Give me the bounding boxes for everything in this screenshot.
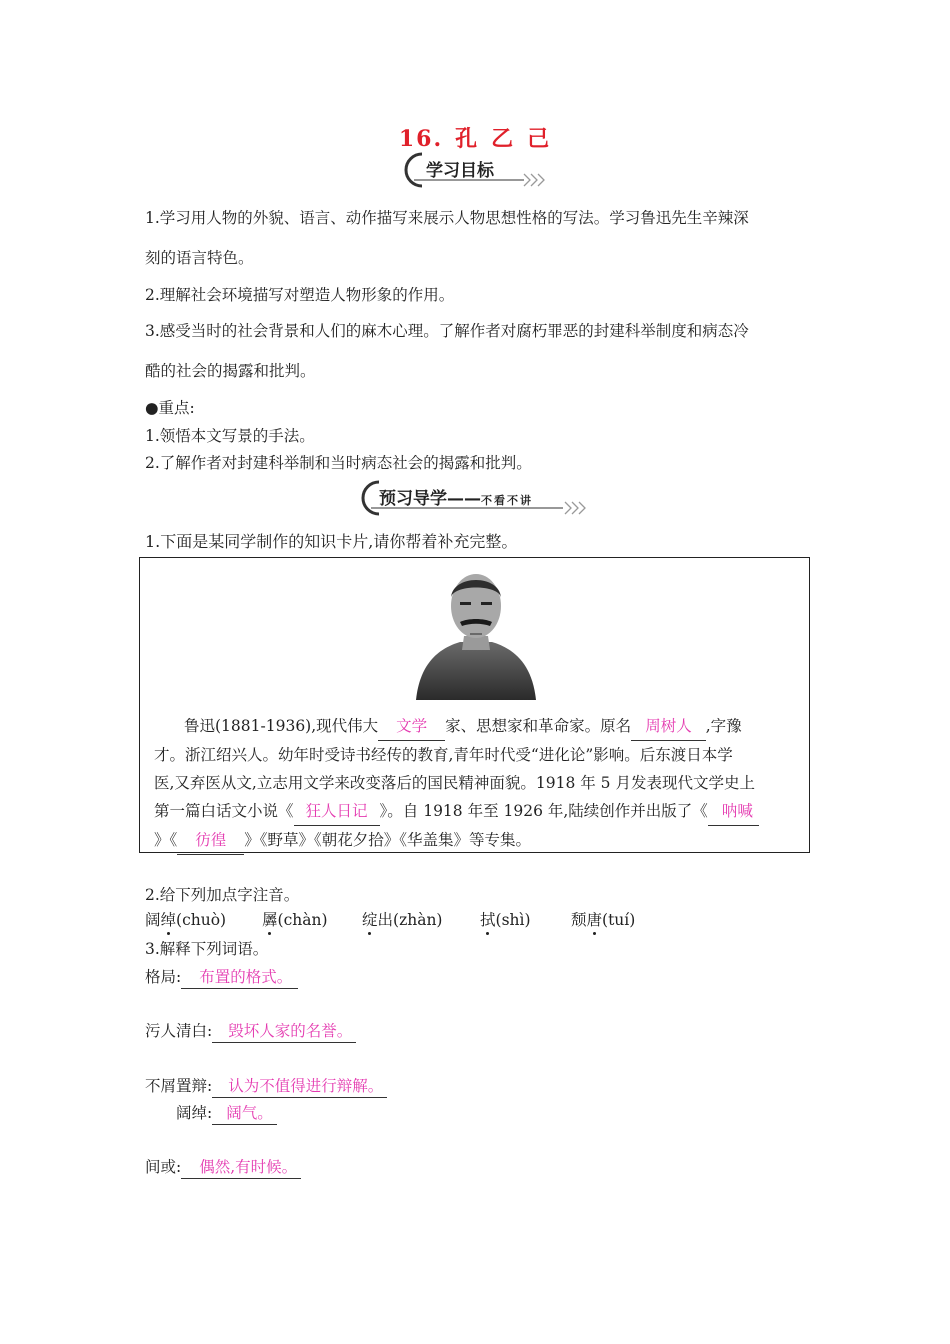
answer-blank: 呐喊 [708, 797, 759, 826]
dotted-char: 绽 [362, 911, 378, 929]
section-dash: —— [447, 489, 481, 509]
definition-item: 污人清白: 毁坏人家的名誉。 [145, 1021, 356, 1043]
pinyin-item: 羼(chàn) [262, 911, 328, 929]
question-2: 2.给下列加点字注音。 [145, 886, 300, 904]
definition-item: 不屑置辩: 认为不值得进行辩解。 [145, 1076, 387, 1098]
section-banner-preview [357, 478, 589, 518]
objective-line: 酷的社会的揭露和批判。 [145, 362, 316, 380]
title-char: 乙 [491, 126, 516, 152]
knowledge-card [139, 557, 810, 853]
answer-blank: 偶然,有时候。 [181, 1157, 301, 1179]
answer-blank: 文学 [378, 712, 445, 741]
definition-item: 阔绰: 阔气。 [176, 1103, 277, 1125]
dotted-char: 拭 [480, 911, 496, 929]
title-char: 己 [527, 126, 552, 152]
answer-blank: 毁坏人家的名誉。 [212, 1021, 356, 1043]
card-text: 鲁迅(1881-1936),现代伟大 文学 家、思想家和革命家。原名 周树人 ,字豫 才。浙江绍兴人。幼年时受诗书经传的教育,青年时代受“进化论”影响。后东渡日本学 医,又弃医从文,立志用文学来改变落后的国民精神面貌。1918 年 5 月发表现代文学史上 第一篇白话文小说《 狂人日记 》。自 1918 年至 1926 年,陆续创作并出版了《 呐喊 》《 彷徨 》《野草》《朝花夕拾》《华盖集》等专集。 [154, 712, 759, 855]
answer-blank: 狂人日记 [294, 797, 380, 826]
dotted-char: 绰 [160, 911, 177, 929]
answer-blank: 认为不值得进行辩解。 [212, 1076, 387, 1098]
page-title [0, 122, 950, 153]
dotted-char: 羼 [262, 911, 278, 929]
pinyin-item: 颓唐(tuí) [571, 911, 636, 929]
answer-blank: 彷徨 [177, 826, 244, 855]
focus-item: 1.领悟本文写景的手法。 [145, 427, 315, 445]
question-1: 1.下面是某同学制作的知识卡片,请你帮着补充完整。 [145, 532, 518, 551]
section-subtitle: 不看不讲 [481, 494, 533, 507]
definition-item: 格局: 布置的格式。 [145, 967, 298, 989]
definition-item: 间或: 偶然,有时候。 [145, 1157, 301, 1179]
lu-xun-portrait [412, 562, 540, 700]
answer-blank: 周树人 [631, 712, 706, 741]
question-3: 3.解释下列词语。 [145, 940, 269, 958]
pinyin-item: 绽出(zhàn) [362, 911, 443, 929]
objective-line: 刻的语言特色。 [145, 249, 254, 267]
objective-line: 1.学习用人物的外貌、语言、动作描写来展示人物思想性格的写法。学习鲁迅先生辛辣深 [145, 209, 749, 227]
pinyin-item: 拭(shì) [480, 911, 531, 929]
section-banner-objectives [400, 150, 548, 190]
title-char: 孔 [455, 126, 480, 152]
title-number: 16. [398, 126, 444, 152]
section-title: 学习目标 [426, 161, 494, 181]
answer-blank: 布置的格式。 [181, 967, 298, 989]
focus-item: 2.了解作者对封建科举制和当时病态社会的揭露和批判。 [145, 454, 532, 472]
pinyin-item: 阔绰(chuò) [145, 911, 227, 929]
dotted-char: 唐 [586, 911, 603, 929]
objective-line: 3.感受当时的社会背景和人们的麻木心理。了解作者对腐朽罪恶的封建科举制度和病态冷 [145, 322, 749, 340]
focus-heading: ●重点: [145, 399, 195, 417]
section-title: 预习导学 [379, 489, 447, 509]
answer-blank: 阔气。 [212, 1103, 277, 1125]
objective-line: 2.理解社会环境描写对塑造人物形象的作用。 [145, 286, 455, 304]
